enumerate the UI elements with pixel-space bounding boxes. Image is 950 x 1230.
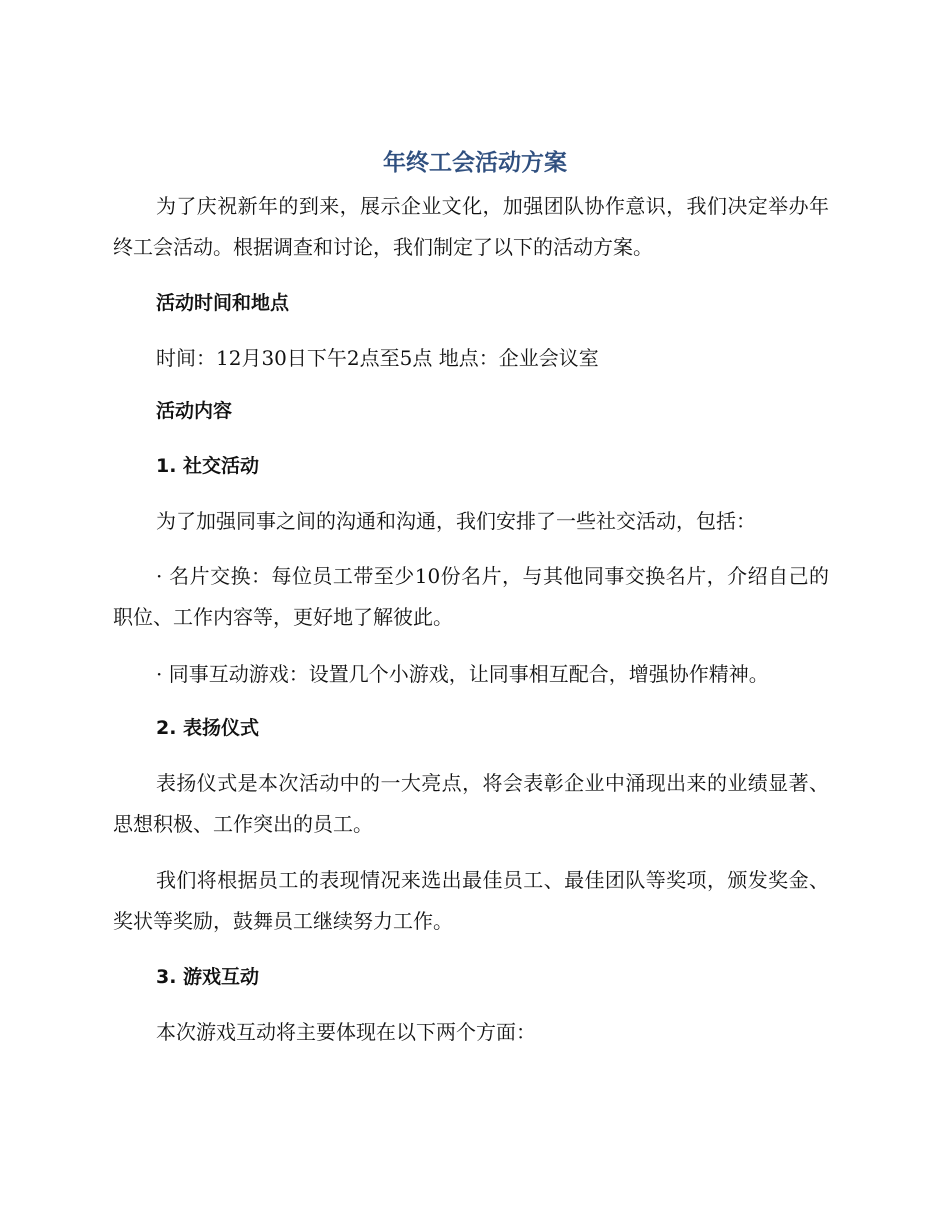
social-intro: 为了加强同事之间的沟通和沟通，我们安排了一些社交活动，包括： <box>156 509 756 533</box>
award-paragraph-1: 表扬仪式是本次活动中的一大亮点，将会表彰企业中涌现出来的业绩显著、思想积极、工作突出的员工。 <box>113 771 829 836</box>
heading-time-place: 活动时间和地点 <box>156 292 290 314</box>
award-paragraph-2: 我们将根据员工的表现情况来选出最佳员工、最佳团队等奖项，颁发奖金、奖状等奖励，鼓舞员工继续努力工作。 <box>113 868 829 933</box>
heading-game-interaction: 3. 游戏互动 <box>156 966 260 988</box>
bullet-interactive-games: · 同事互动游戏：设置几个小游戏，让同事相互配合，增强协作精神。 <box>156 662 769 686</box>
time-place-text: 时间：12月30日下午2点至5点 地点：企业会议室 <box>156 346 599 370</box>
document-title: 年终工会活动方案 <box>383 150 567 176</box>
heading-social-activities: 1. 社交活动 <box>156 455 260 477</box>
heading-award-ceremony: 2. 表扬仪式 <box>156 717 260 739</box>
games-intro: 本次游戏互动将主要体现在以下两个方面： <box>156 1020 536 1044</box>
heading-activity-content: 活动内容 <box>156 400 233 422</box>
bullet-business-card: · 名片交换：每位员工带至少10份名片，与其他同事交换名片，介绍自己的职位、工作内容等，更好地了解彼此。 <box>113 564 829 629</box>
intro-paragraph: 为了庆祝新年的到来，展示企业文化，加强团队协作意识，我们决定举办年终工会活动。根据调查和讨论，我们制定了以下的活动方案。 <box>113 194 829 259</box>
